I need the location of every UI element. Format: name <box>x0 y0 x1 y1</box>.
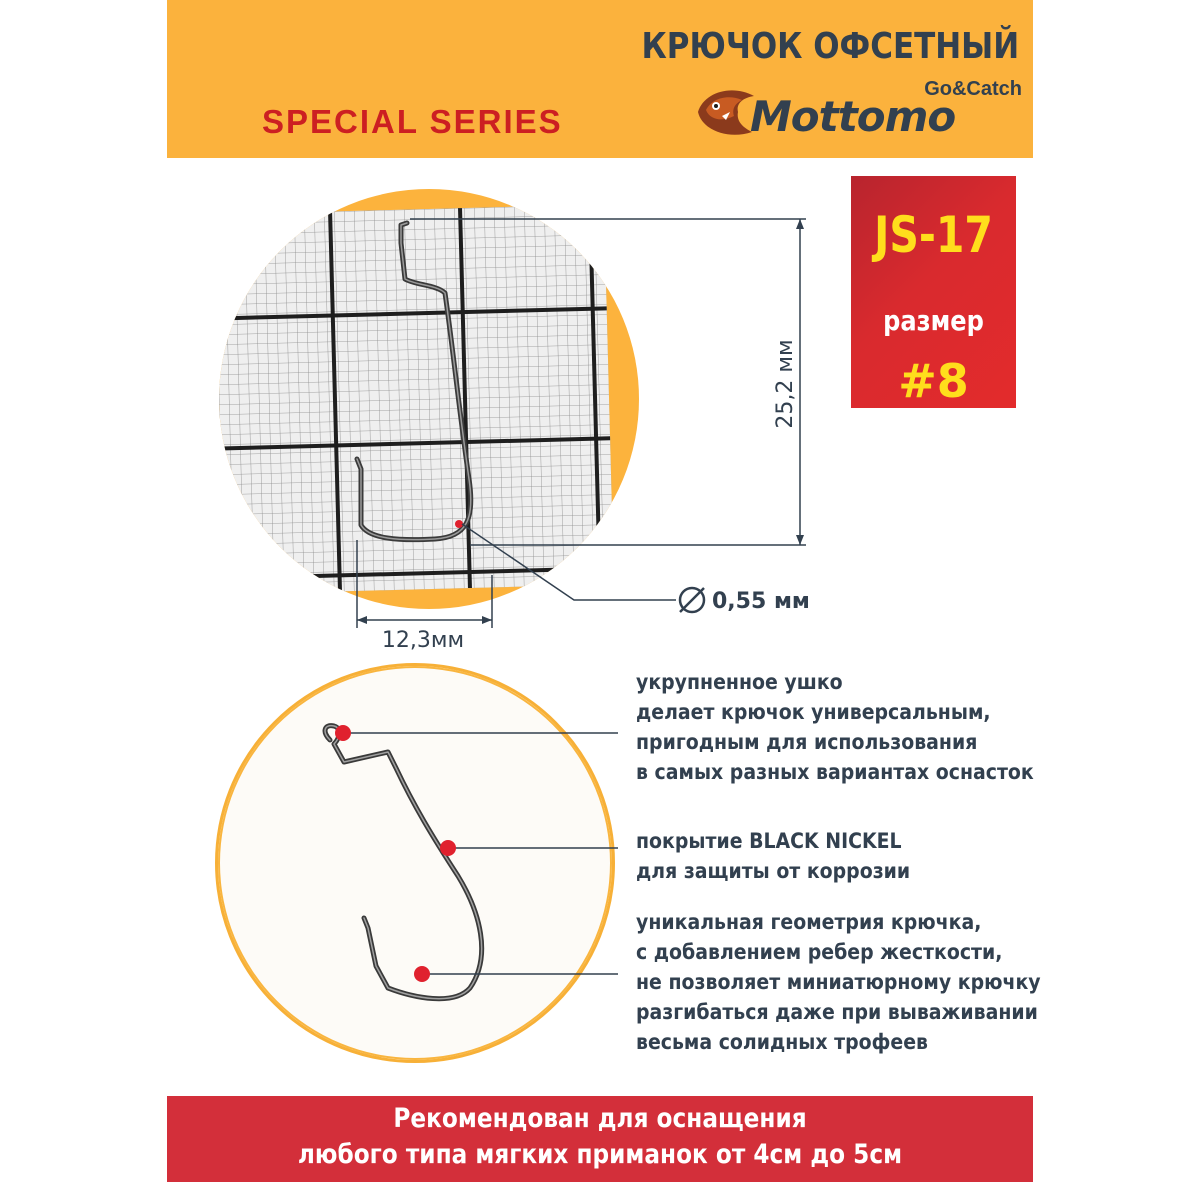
feature-line: не позволяет миниатюрному крючку <box>636 970 1041 994</box>
feature-line: в самых разных вариантах оснасток <box>636 760 1034 784</box>
recommendation-line-2: любого типа мягких приманок от 4см до 5см <box>297 1139 903 1170</box>
feature-line: делает крючок универсальным, <box>636 700 991 724</box>
brand-tagline: Go&Catch <box>924 78 1022 100</box>
series-label: SPECIAL SERIES <box>262 103 563 140</box>
geometry-marker <box>414 966 430 982</box>
product-title: КРЮЧОК ОФСЕТНЫЙ <box>641 26 1019 67</box>
coating-marker <box>440 840 456 856</box>
feature-line: с добавлением ребер жесткости, <box>636 940 1003 964</box>
feature-line: весьма солидных трофеев <box>636 1030 928 1054</box>
feature-line: для защиты от коррозии <box>636 859 911 883</box>
feature-line: уникальная геометрия крючка, <box>636 910 982 934</box>
feature-line: укрупненное ушко <box>636 670 843 694</box>
feature-geometry <box>636 907 1041 1057</box>
feature-coating <box>636 826 910 886</box>
brand-name: Mottomo <box>750 92 956 141</box>
eye-marker <box>335 725 351 741</box>
feature-eye <box>636 667 1034 787</box>
recommendation-banner <box>167 1096 1033 1182</box>
size-value: #8 <box>898 354 969 408</box>
model-code: JS-17 <box>874 206 993 264</box>
diameter-icon <box>680 588 704 612</box>
recommendation-line-1: Рекомендован для оснащения <box>393 1103 807 1134</box>
feature-line: пригодным для использования <box>636 730 978 754</box>
width-dimension: 12,3мм <box>381 628 465 653</box>
length-dimension: 25,2 мм <box>773 339 798 429</box>
feature-line: разгибаться даже при вываживании <box>636 1000 1038 1024</box>
feature-line: покрытие BLACK NICKEL <box>636 829 902 853</box>
size-label: размер <box>883 304 984 337</box>
wire-diameter: 0,55 мм <box>712 589 810 614</box>
